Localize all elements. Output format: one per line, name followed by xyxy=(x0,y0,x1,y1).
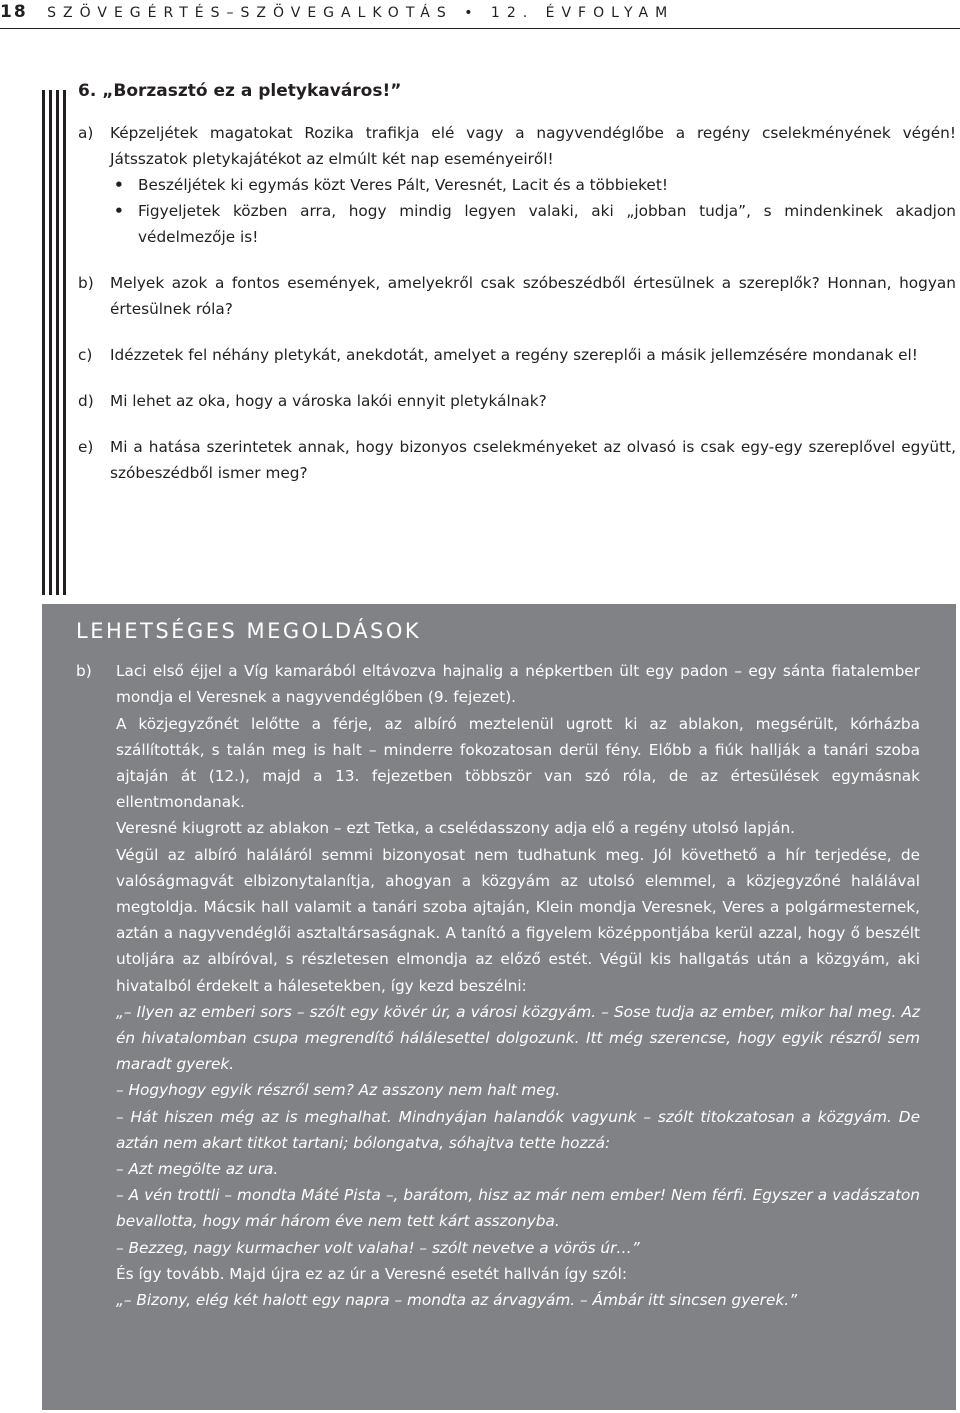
item-text: Idézzetek fel néhány pletykát, anekdotát, amelyet a regény szereplői a másik jellemzésére mondanak el! xyxy=(110,346,918,364)
task-section xyxy=(78,78,956,506)
bullet-icon: • xyxy=(114,176,124,194)
task-item-b xyxy=(78,270,956,322)
quote-line: – Hogyhogy egyik részről sem? Az asszony nem halt meg. xyxy=(116,1081,561,1100)
task-item-d xyxy=(78,388,956,414)
item-text: Képzeljétek magatokat Rozika trafikja elé vagy a nagyvendéglőbe a regény cselekményének végén! Játsszatok pletykajátékot az elmúlt két nap eseményeiről! xyxy=(110,124,956,168)
running-header xyxy=(0,0,960,30)
solution-paragraph: Veresné kiugrott az ablakon – ezt Tetka, a cselédasszony adja elő a regény utolsó lapján. xyxy=(116,819,796,838)
item-label: e) xyxy=(78,438,94,456)
list-item: • Figyeljetek közben arra, hogy mindig legyen valaki, aki „jobban tudja”, s mindenkinek akadjon védelmezője is! xyxy=(110,198,956,250)
solution-paragraph: Végül az albíró haláláról semmi bizonyosat nem tudhatunk meg. Jól követhető a hír terjedése, de valóságmagvát elbizonytalanítja, ahogyan a közgyám az utolsó elemmel, a közjegyzőné halálával megtoldja. Mácsik hall valamit a tanári szoba ajtaján, Klein mondja Veresnek, Veres a polgármesternek, aztán a nagyvendéglői asztaltársaságnak. A tanító a figyelem középpontjába kerül azzal, hogy ő beszélt utoljára az albíróval, s részletesen elmondja az előző estét. Végül kis hallgatás után a közgyám, aki hivatalból érdekelt a hálesetekben, így kezd beszélni: xyxy=(116,845,920,995)
item-label: c) xyxy=(78,346,93,364)
item-label: b) xyxy=(78,274,94,292)
item-label: d) xyxy=(78,392,94,410)
quote-line: – Hát hiszen még az is meghalhat. Mindnyájan halandók vagyunk – szólt titokzatosan a közgyám. De aztán nem akart titkot tartani; bólongatva, sóhajtva tette hozzá: xyxy=(116,1107,920,1152)
solution-paragraph: Laci első éjjel a Víg kamarából eltávozva hajnalig a népkertben ült egy padon – egy sánta fiatalember mondja el Veresnek a nagyvendéglőben (9. fejezet). xyxy=(116,662,920,707)
bullet-list xyxy=(110,172,956,250)
running-title: SZÖVEGÉRTÉS–SZÖVEGALKOTÁS • 12. ÉVFOLYAM xyxy=(47,5,675,21)
item-text: Mi lehet az oka, hogy a városka lakói ennyit pletykálnak? xyxy=(110,392,547,410)
task-item-a xyxy=(78,120,956,250)
margin-bars xyxy=(42,90,66,595)
solutions-box xyxy=(42,604,956,1410)
solutions-title: LEHETSÉGES MEGOLDÁSOK xyxy=(76,619,422,643)
item-text: Melyek azok a fontos események, amelyekről csak szóbeszédből értesülnek a szereplők? Honnan, hogyan értesülnek róla? xyxy=(110,274,956,318)
margin-bar xyxy=(63,90,66,595)
list-item: • Beszéljétek ki egymás közt Veres Pált, Veresnét, Lacit és a többieket! xyxy=(110,172,956,198)
quote-line: – Bezzeg, nagy kurmacher volt valaha! – szólt nevetve a vörös úr…” xyxy=(116,1238,640,1257)
margin-bar xyxy=(42,90,45,595)
quote-line: – A vén trottli – mondta Máté Pista –, barátom, hisz az már nem ember! Nem férfi. Egyszer a vadászaton bevallotta, hogy már három éve nem tett kárt asszonyba. xyxy=(116,1186,920,1231)
bullet-icon: • xyxy=(114,202,124,220)
final-quote: „– Bizony, elég két halott egy napra – mondta az árvagyám. – Ámbár itt sincsen gyerek.” xyxy=(116,1291,798,1310)
closing-text: És így tovább. Majd újra ez az úr a Veresné esetét hallván így szól: xyxy=(116,1264,628,1283)
task-title: 6. „Borzasztó ez a pletykaváros!” xyxy=(78,81,402,101)
header-rule xyxy=(0,28,960,29)
item-text: Mi a hatása szerintetek annak, hogy bizonyos cselekményeket az olvasó is csak egy-egy szereplővel együtt, szóbeszédből ismer meg? xyxy=(110,438,956,482)
task-item-e xyxy=(78,434,956,486)
page-number: 18 xyxy=(0,2,28,22)
quote-line: – Azt megölte az ura. xyxy=(116,1160,279,1179)
margin-bar xyxy=(56,90,59,595)
quote-line: „– Ilyen az emberi sors – szólt egy kövér úr, a városi közgyám. – Sose tudja az ember, mikor hal meg. Az én hivatalomban csupa megrendítő hálálesettel dolgozunk. Itt még szerencse, hogy egyik részről sem maradt gyerek. xyxy=(116,1002,920,1074)
task-item-c xyxy=(78,342,956,368)
solution-paragraph: A közjegyzőnét lelőtte a férje, az albíró meztelenül ugrott ki az ablakon, megsérült, kórházba szállították, s talán meg is halt – minderre fokozatosan derül fény. Előbb a fiúk hallják a tanári szoba ajtaján át (12.), majd a 13. fejezetben többször van szó róla, de az értesülések egymásnak ellentmondanak. xyxy=(116,714,920,812)
solution-label: b) xyxy=(76,662,92,681)
item-label: a) xyxy=(78,124,94,142)
margin-bar xyxy=(49,90,52,595)
